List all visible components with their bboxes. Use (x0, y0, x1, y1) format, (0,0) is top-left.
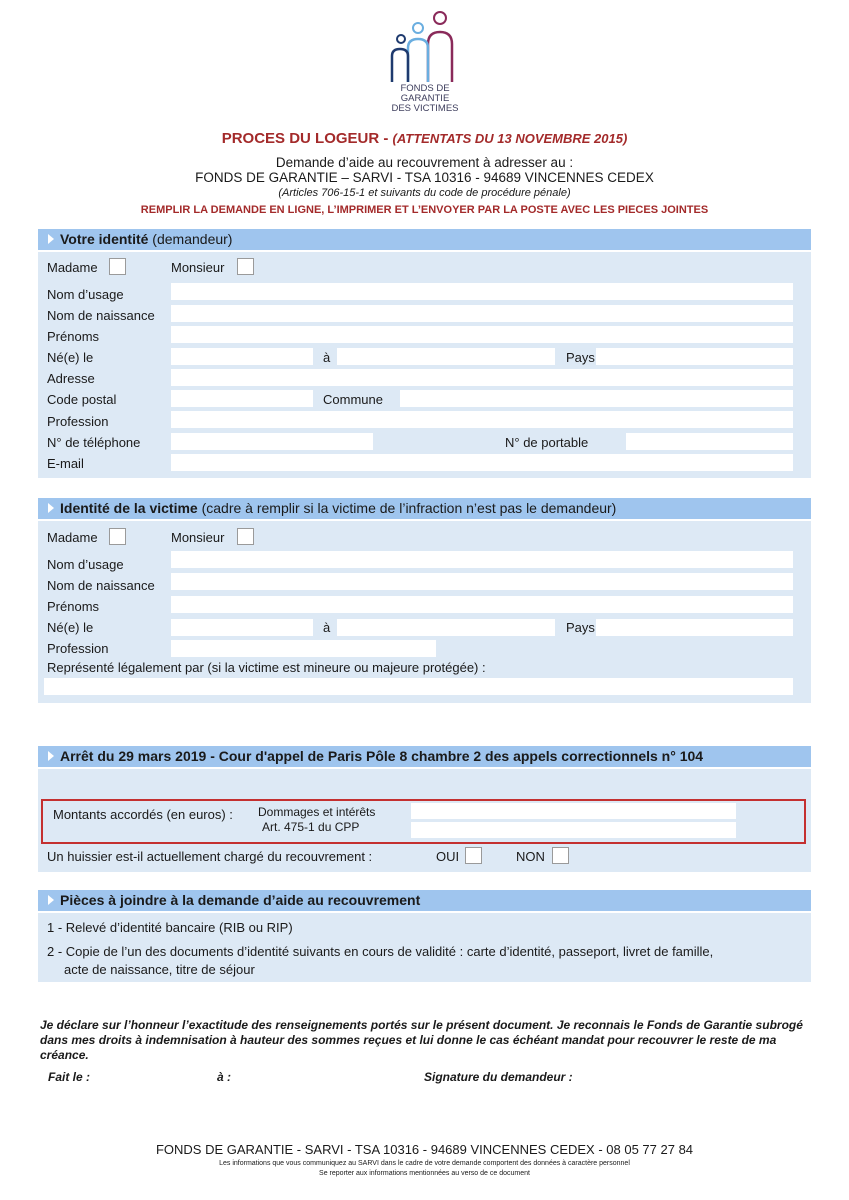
victim-monsieur-checkbox[interactable] (237, 528, 254, 545)
dommages-field[interactable] (411, 803, 736, 819)
section-header-arret (38, 746, 811, 767)
commune-label: Commune (323, 392, 383, 407)
declaration-text: Je déclare sur l’honneur l’exactitude des renseignements portés sur le présent document. Je reconnais le Fonds de Garantie subrogé dans mes droits à indemnisation à hauteur des sommes reçues et lui donne le cas échéant mandat pour recouvrer le reste de ma créance. (40, 1018, 803, 1062)
section-title: Arrêt du 29 mars 2019 - Cour d'appel de Paris Pôle 8 chambre 2 des appels correctionnels n° 104 (60, 748, 704, 764)
adresse-label: Adresse (47, 371, 95, 386)
victim-madame-label: Madame (47, 530, 98, 545)
non-label: NON (516, 849, 545, 864)
huissier-label: Un huissier est-il actuellement chargé du recouvrement : (47, 849, 373, 864)
logo-line-2: GARANTIE (400, 93, 450, 104)
madame-label: Madame (47, 260, 98, 275)
piece-item-2: 2 - Copie de l’un des documents d’identité suivants en cours de validité : carte d’identité, passeport, livret de famille, (47, 944, 714, 959)
prenoms-label: Prénoms (47, 329, 100, 344)
represente-field[interactable] (44, 678, 793, 695)
nom-usage-field[interactable] (171, 283, 793, 300)
victim-nom-usage-field[interactable] (171, 551, 793, 568)
victim-pays-label: Pays (566, 620, 595, 635)
oui-label: OUI (436, 849, 460, 864)
instructions-text: REMPLIR LA DEMANDE EN LIGNE, L’IMPRIMER ET L’ENVOYER PAR LA POSTE AVEC LES PIECES JOINTES (140, 204, 709, 216)
logo-line-1: FONDS DE (400, 83, 450, 94)
adresse-field[interactable] (171, 369, 793, 386)
arrow-icon (48, 503, 54, 513)
pays-field[interactable] (596, 348, 793, 365)
title-italic: (ATTENTATS DU 13 NOVEMBRE 2015) (392, 131, 628, 146)
code-postal-label: Code postal (47, 392, 117, 407)
monsieur-checkbox[interactable] (237, 258, 254, 275)
victim-profession-label: Profession (47, 641, 109, 656)
victim-nom-usage-label: Nom d’usage (47, 557, 124, 572)
date-naissance-field[interactable] (171, 348, 313, 365)
nom-naissance-field[interactable] (171, 305, 793, 322)
arrow-icon (48, 234, 54, 244)
art-cpp-label: Art. 475-1 du CPP (262, 820, 360, 834)
title-main: PROCES DU LOGEUR - (221, 130, 393, 147)
victim-lieu-naissance-field[interactable] (337, 619, 555, 636)
footer-address: FONDS DE GARANTIE - SARVI - TSA 10316 - 94689 VINCENNES CEDEX - 08 05 77 27 84 (155, 1142, 694, 1157)
prenoms-field[interactable] (171, 326, 793, 343)
non-checkbox[interactable] (552, 847, 569, 864)
victim-date-naissance-field[interactable] (171, 619, 313, 636)
nom-usage-label: Nom d’usage (47, 287, 124, 302)
section-header-pieces (38, 890, 811, 911)
section-title: Identité de la victime (60, 500, 198, 516)
fait-le-label: Fait le : (48, 1070, 91, 1084)
victim-profession-field[interactable] (171, 640, 436, 657)
page-title (0, 130, 849, 147)
footer-verso: Se reporter aux informations mentionnées au verso de ce document (319, 1170, 530, 1177)
arrow-icon (48, 751, 54, 761)
monsieur-label: Monsieur (171, 260, 225, 275)
telephone-label: N° de téléphone (47, 435, 141, 450)
signature-label: Signature du demandeur : (424, 1070, 573, 1084)
madame-checkbox[interactable] (109, 258, 126, 275)
piece-item-1: 1 - Relevé d’identité bancaire (RIB ou RIP) (47, 920, 293, 935)
victim-prenoms-label: Prénoms (47, 599, 100, 614)
section-title: Votre identité (60, 231, 149, 247)
profession-field[interactable] (171, 411, 793, 428)
pays-label: Pays (566, 350, 595, 365)
section-subtitle: (demandeur) (148, 231, 233, 247)
montants-label: Montants accordés (en euros) : (53, 807, 233, 822)
section-subtitle: (cadre à remplir si la victime de l’infraction n’est pas le demandeur) (197, 500, 617, 516)
represente-label: Représenté légalement par (si la victime est mineure ou majeure protégée) : (47, 660, 486, 675)
victim-nom-naissance-label: Nom de naissance (47, 578, 155, 593)
victim-lieu-label: à (323, 620, 331, 635)
art-cpp-field[interactable] (411, 822, 736, 838)
telephone-field[interactable] (171, 433, 373, 450)
logo-text (384, 84, 466, 114)
logo-line-3: DES VICTIMES (391, 103, 459, 114)
date-naissance-label: Né(e) le (47, 350, 94, 365)
victim-monsieur-label: Monsieur (171, 530, 225, 545)
profession-label: Profession (47, 414, 109, 429)
victim-madame-checkbox[interactable] (109, 528, 126, 545)
victim-date-naissance-label: Né(e) le (47, 620, 94, 635)
section-header-victim (38, 498, 811, 519)
footer-privacy: Les informations que vous communiquez au SARVI dans le cadre de votre demande comportent des données à caractère personnel (219, 1160, 630, 1167)
piece-item-2-continued: acte de naissance, titre de séjour (64, 962, 255, 977)
email-field[interactable] (171, 454, 793, 471)
section-header-identity (38, 229, 811, 250)
victim-pays-field[interactable] (596, 619, 793, 636)
lieu-naissance-field[interactable] (337, 348, 555, 365)
fait-a-label: à : (217, 1070, 232, 1084)
subtitle-1: Demande d’aide au recouvrement à adresser au : (275, 155, 574, 170)
dommages-label: Dommages et intérêts (258, 805, 376, 819)
portable-label: N° de portable (505, 435, 589, 450)
subtitle-articles: (Articles 706-15-1 et suivants du code de procédure pénale) (278, 187, 571, 199)
victim-prenoms-field[interactable] (171, 596, 793, 613)
portable-field[interactable] (626, 433, 793, 450)
victim-nom-naissance-field[interactable] (171, 573, 793, 590)
subtitle-2: FONDS DE GARANTIE – SARVI - TSA 10316 - 94689 VINCENNES CEDEX (195, 170, 654, 185)
commune-field[interactable] (400, 390, 793, 407)
nom-naissance-label: Nom de naissance (47, 308, 155, 323)
section-title: Pièces à joindre à la demande d’aide au recouvrement (60, 892, 421, 908)
email-label: E-mail (47, 456, 84, 471)
code-postal-field[interactable] (171, 390, 313, 407)
oui-checkbox[interactable] (465, 847, 482, 864)
lieu-label: à (323, 350, 331, 365)
arrow-icon (48, 895, 54, 905)
